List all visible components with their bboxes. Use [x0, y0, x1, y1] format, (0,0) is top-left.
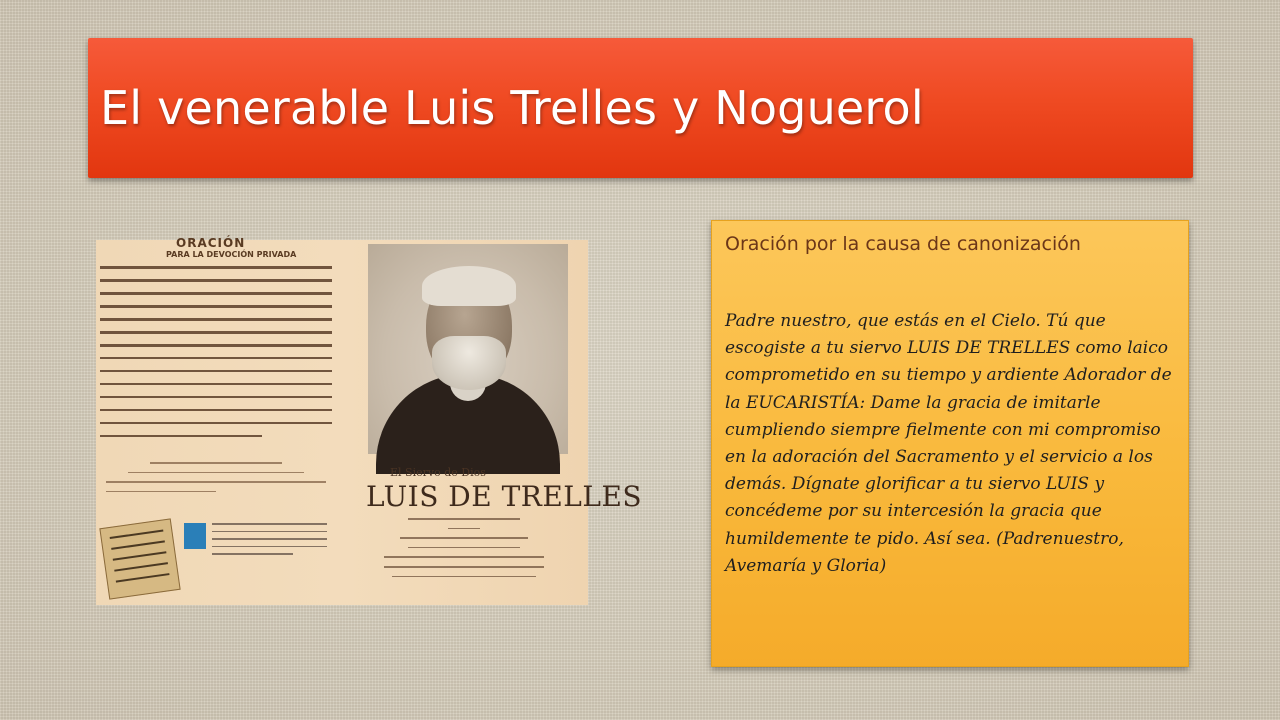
foundation-logo-icon: [184, 523, 206, 549]
text-line: [150, 462, 282, 464]
text-line: [384, 556, 544, 558]
text-line: [448, 528, 480, 530]
portrait-photo: [368, 244, 568, 454]
text-line: [110, 529, 164, 538]
text-line: [212, 538, 327, 540]
text-line: [408, 518, 520, 520]
text-line: [100, 331, 332, 334]
text-line: [100, 422, 332, 425]
text-line: [212, 523, 327, 525]
text-line: [384, 566, 544, 568]
text-line: [400, 537, 528, 539]
prayer-body: Padre nuestro, que estás en el Cielo. Tú que escogiste a tu siervo LUIS DE TRELLES como laico comprometido en su tiempo y ardiente Adorador de la EUCARISTÍA: Dame la gracia de imitarle cumpliendo siempre fielmente con mi compromiso en la adoración del Sacramento y el servicio a los demás. Dígnate glorificar a tu siervo LUIS y concédeme por su intercesión la gracia que humildemente te pido. Así sea. (Padrenuestro, Avemaría y Gloria): [725, 311, 1172, 576]
text-line: [106, 481, 326, 483]
prayer-text-box: [711, 220, 1189, 667]
text-line: [100, 318, 332, 321]
slide-title: El venerable Luis Trelles y Noguerol: [100, 81, 924, 135]
foundation-contact-lines: [212, 523, 327, 561]
text-line: [100, 383, 332, 386]
text-line: [114, 562, 168, 571]
text-line: [100, 279, 332, 282]
card-prayer-column: [96, 236, 336, 605]
card-name: LUIS DE TRELLES: [366, 480, 643, 513]
text-line: [408, 547, 520, 549]
text-line: [100, 344, 332, 347]
text-line: [100, 435, 262, 438]
card-portrait-column: [344, 240, 643, 605]
campaign-stamp: [99, 518, 180, 599]
text-line: [116, 573, 170, 582]
text-line: [113, 551, 167, 560]
text-line: [212, 546, 327, 548]
text-line: [100, 305, 332, 308]
portrait-hair: [422, 266, 516, 306]
text-line: [212, 531, 327, 533]
card-footnote-lines: [106, 462, 326, 500]
card-name-caption: El Siervo de Dios: [390, 466, 486, 479]
portrait-beard: [432, 336, 506, 390]
card-heading: ORACIÓN: [176, 236, 246, 250]
card-subheading: PARA LA DEVOCIÓN PRIVADA: [166, 250, 297, 259]
text-line: [100, 370, 332, 373]
text-line: [100, 396, 332, 399]
text-line: [100, 357, 332, 360]
title-banner: [88, 38, 1193, 178]
text-line: [111, 540, 165, 549]
prayer-heading: Oración por la causa de canonización: [725, 233, 1081, 255]
text-line: [100, 292, 332, 295]
prayer-card-image: [96, 236, 643, 605]
text-line: [100, 266, 332, 269]
text-line: [106, 491, 216, 493]
text-line: [212, 553, 293, 555]
text-line: [128, 472, 304, 474]
card-prayer-text-lines: [100, 266, 332, 448]
text-line: [100, 409, 332, 412]
text-line: [392, 576, 536, 578]
card-bio-lines: [384, 518, 544, 585]
